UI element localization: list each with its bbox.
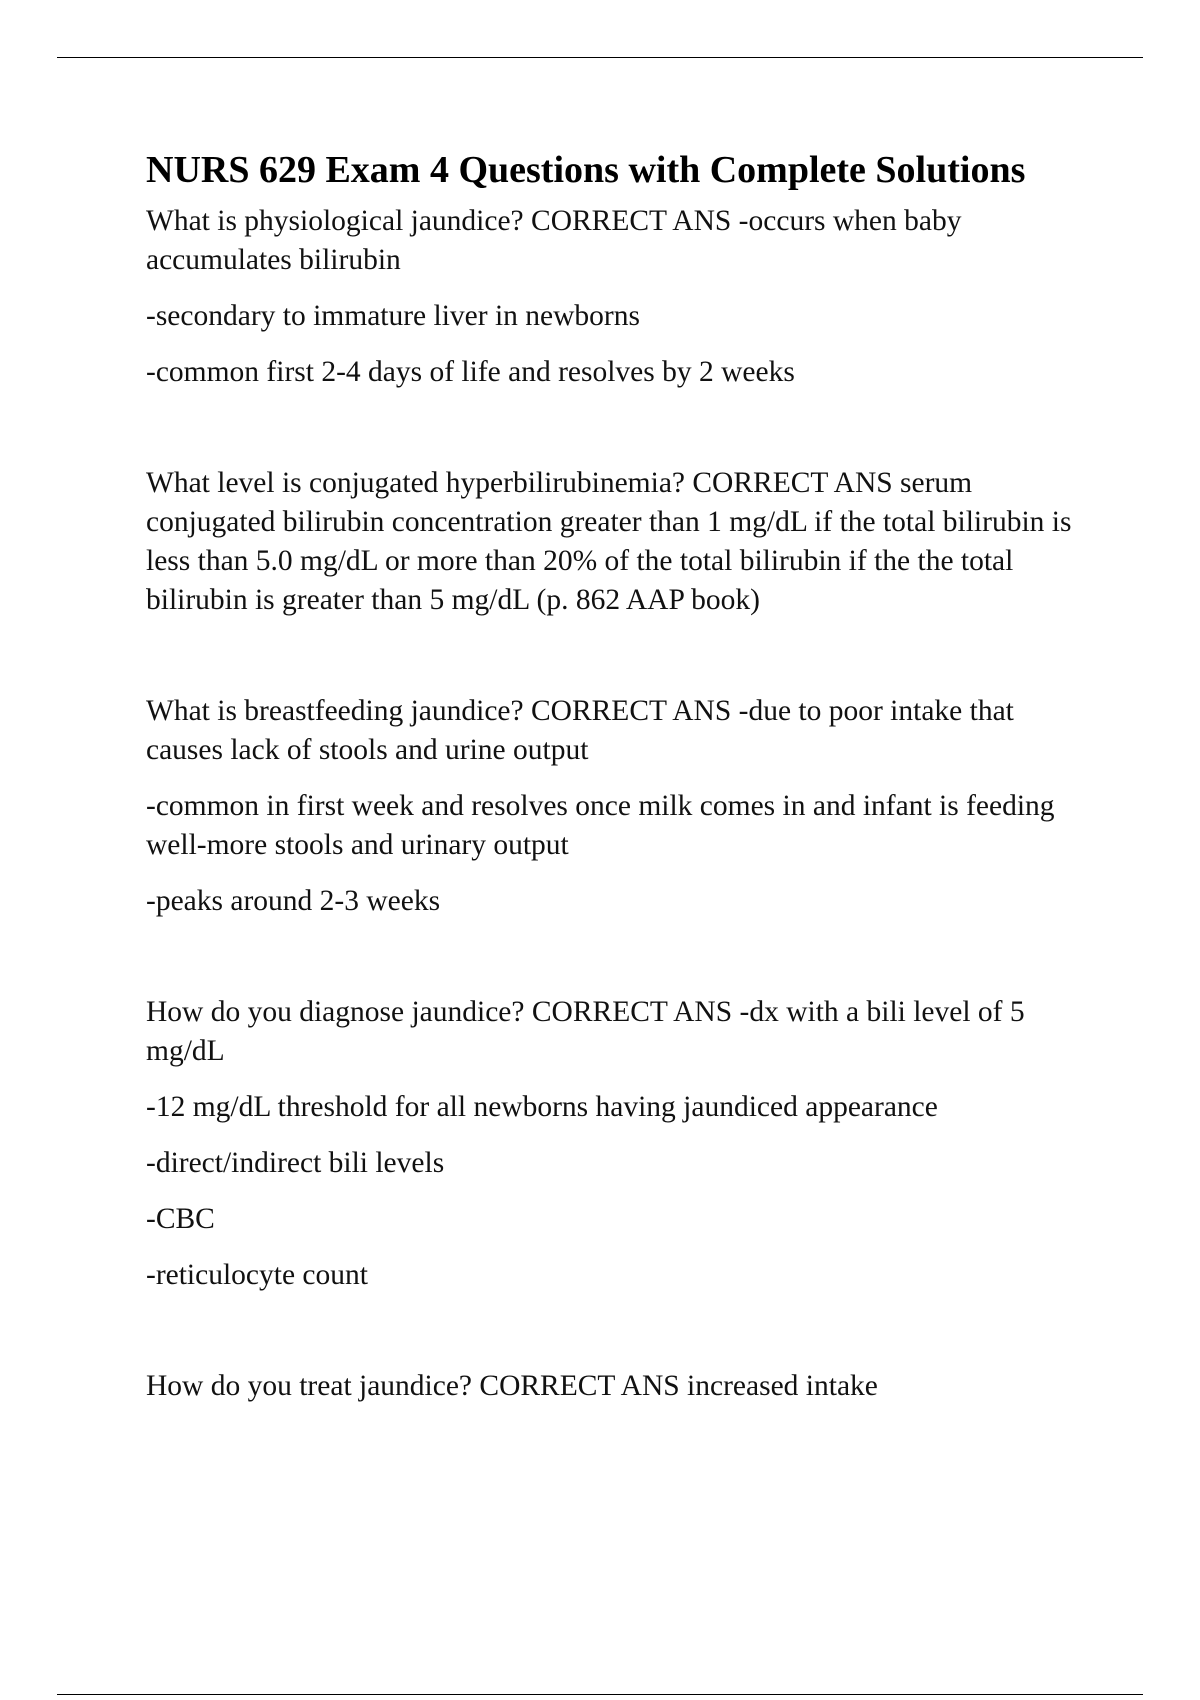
question-text: What is breastfeeding jaundice? CORRECT ANS -due to poor intake that causes lack of stools and urine output [146,695,1014,766]
answer-line: -peaks around 2-3 weeks [146,885,441,917]
qa-item [146,202,1096,392]
qa-item [146,1367,1096,1406]
question-text: What level is conjugated hyperbilirubinemia? CORRECT ANS serum conjugated bilirubin concentration greater than 1 mg/dL if the total bilirubin is less than 5.0 mg/dL or more than 20% of the total bilirubin if the the total bilirubin is greater than 5 mg/dL (p. 862 AAP book) [146,467,1072,616]
answer-line: -reticulocyte count [146,1259,368,1291]
answer-line: -common in first week and resolves once milk comes in and infant is feeding well-more stools and urinary output [146,790,1055,861]
answer-line: -secondary to immature liver in newborns [146,300,640,332]
answer-line: -common first 2-4 days of life and resolves by 2 weeks [146,356,795,388]
question-text: What is physiological jaundice? CORRECT ANS -occurs when baby accumulates bilirubin [146,205,962,276]
document-title: NURS 629 Exam 4 Questions with Complete Solutions [146,149,1026,191]
bottom-rule [57,1694,1143,1695]
document-body [146,144,1096,1478]
question-text: How do you treat jaundice? CORRECT ANS increased intake [146,1370,878,1402]
answer-line: -direct/indirect bili levels [146,1147,445,1179]
qa-item [146,993,1096,1295]
qa-item [146,464,1096,620]
answer-line: -CBC [146,1203,215,1235]
question-text: How do you diagnose jaundice? CORRECT ANS -dx with a bili level of 5 mg/dL [146,996,1025,1067]
top-rule [57,57,1143,58]
answer-line: -12 mg/dL threshold for all newborns having jaundiced appearance [146,1091,938,1123]
qa-item [146,692,1096,921]
